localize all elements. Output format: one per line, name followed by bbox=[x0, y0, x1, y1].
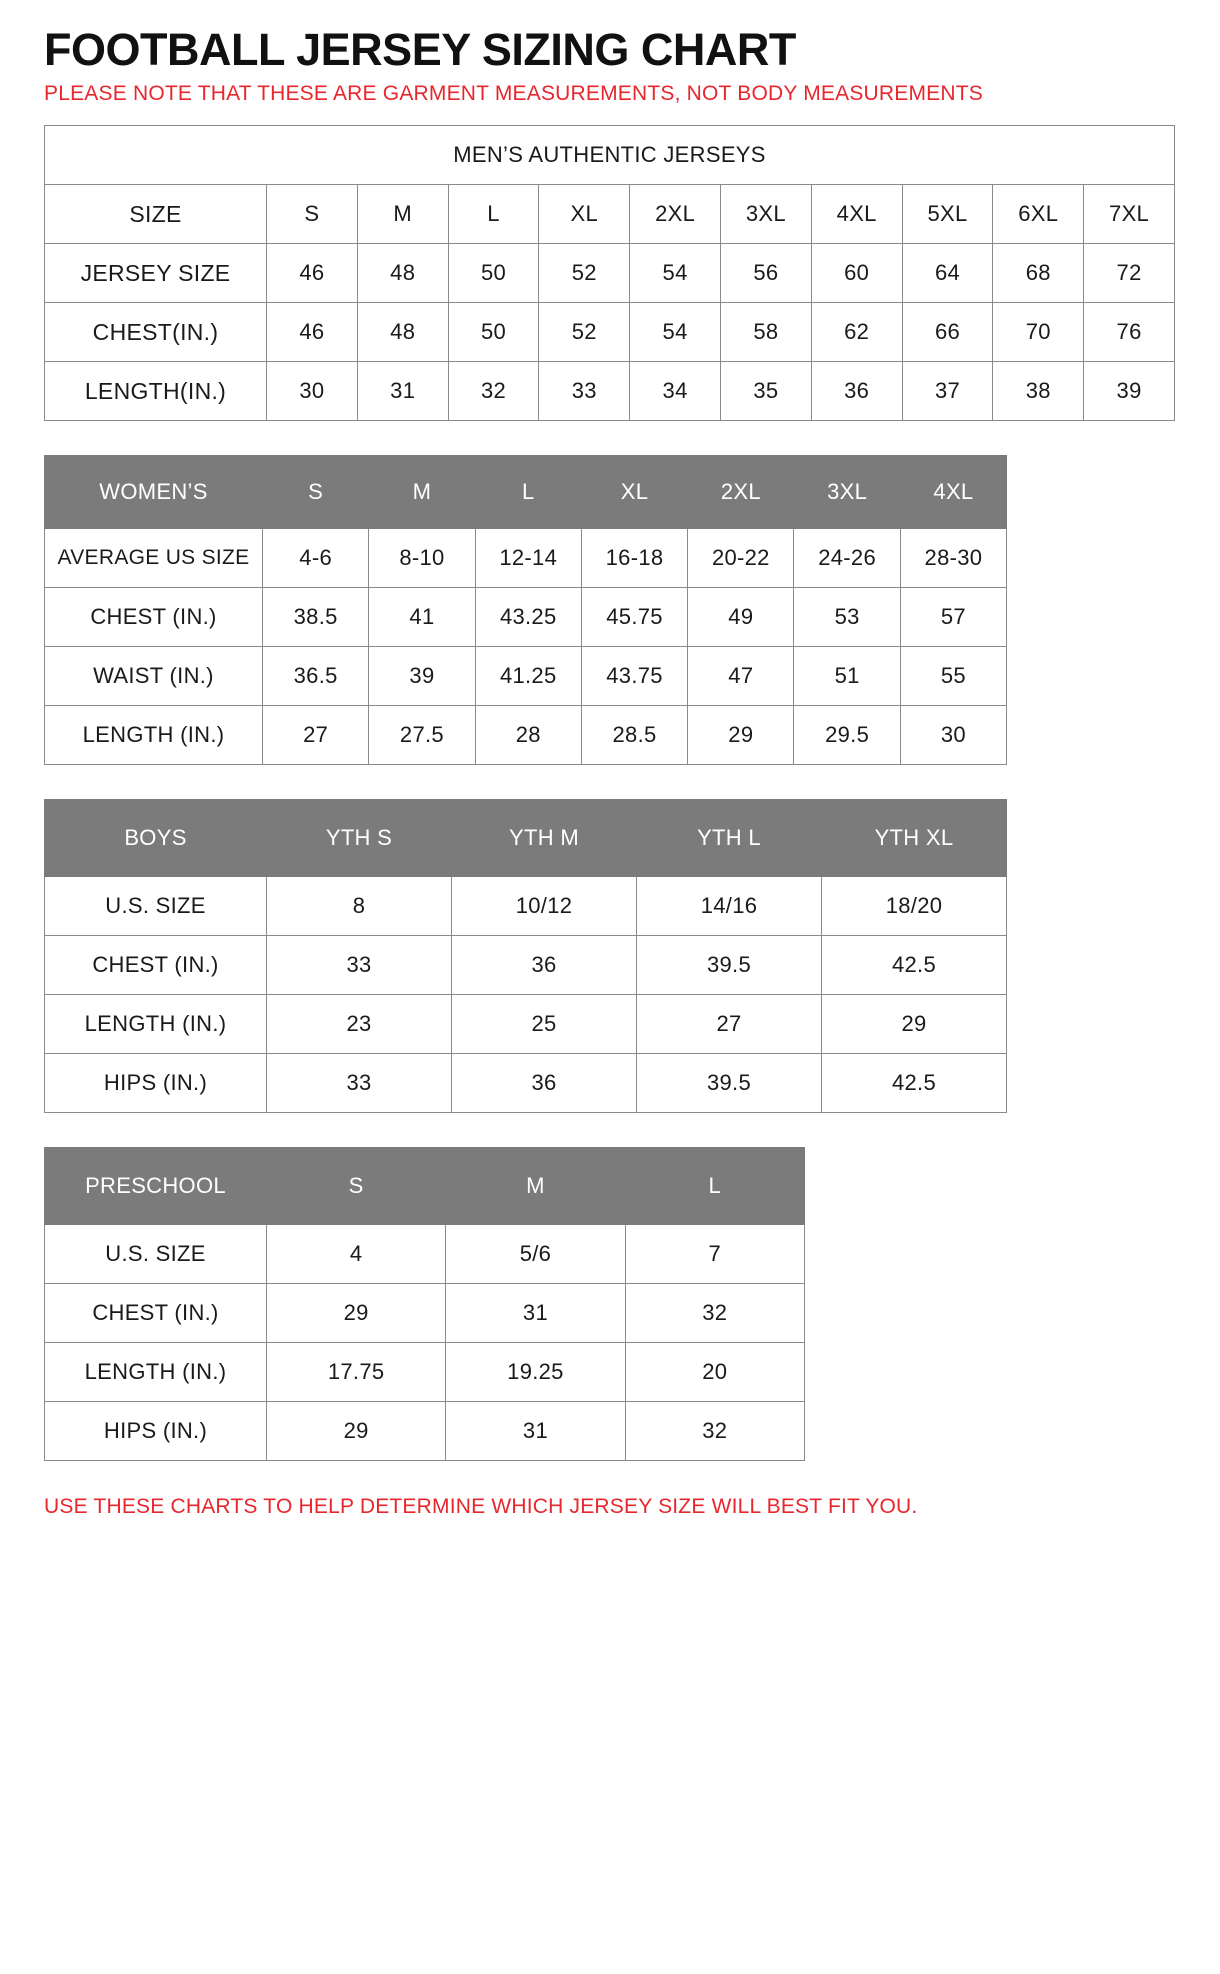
row-label: U.S. SIZE bbox=[45, 877, 267, 936]
cell: 14/16 bbox=[637, 877, 822, 936]
cell: 64 bbox=[902, 244, 993, 303]
column-header: 4XL bbox=[900, 456, 1006, 529]
cell: 30 bbox=[267, 362, 358, 421]
cell: 48 bbox=[357, 303, 448, 362]
cell: 33 bbox=[267, 936, 452, 995]
cell: 43.25 bbox=[475, 588, 581, 647]
table-row bbox=[45, 647, 1007, 706]
table-row bbox=[45, 588, 1007, 647]
cell: 4 bbox=[267, 1225, 446, 1284]
row-label: CHEST (IN.) bbox=[45, 588, 263, 647]
cell: 70 bbox=[993, 303, 1084, 362]
cell: 37 bbox=[902, 362, 993, 421]
cell: 35 bbox=[720, 362, 811, 421]
column-header: L bbox=[625, 1148, 804, 1225]
cell: 68 bbox=[993, 244, 1084, 303]
cell: 32 bbox=[625, 1402, 804, 1461]
cell: L bbox=[448, 185, 539, 244]
row-label: SIZE bbox=[45, 185, 267, 244]
cell: 38 bbox=[993, 362, 1084, 421]
measurement-note: PLEASE NOTE THAT THESE ARE GARMENT MEASUREMENTS, NOT BODY MEASUREMENTS bbox=[44, 81, 983, 105]
cell: 28 bbox=[475, 706, 581, 765]
cell: 28-30 bbox=[900, 529, 1006, 588]
womens-header-row bbox=[45, 456, 1007, 529]
preschool-header-label: PRESCHOOL bbox=[45, 1148, 267, 1225]
cell: 30 bbox=[900, 706, 1006, 765]
row-label: HIPS (IN.) bbox=[45, 1054, 267, 1113]
cell: 62 bbox=[811, 303, 902, 362]
column-header: XL bbox=[581, 456, 687, 529]
column-header: 2XL bbox=[688, 456, 794, 529]
column-header: YTH XL bbox=[822, 800, 1007, 877]
cell: 7 bbox=[625, 1225, 804, 1284]
column-header: S bbox=[267, 1148, 446, 1225]
table-row bbox=[45, 362, 1175, 421]
cell: 51 bbox=[794, 647, 900, 706]
page-title: FOOTBALL JERSEY SIZING CHART bbox=[44, 24, 796, 75]
cell: 27.5 bbox=[369, 706, 475, 765]
cell: 50 bbox=[448, 303, 539, 362]
cell: 4-6 bbox=[263, 529, 369, 588]
cell: 48 bbox=[357, 244, 448, 303]
cell: 72 bbox=[1084, 244, 1175, 303]
cell: 5/6 bbox=[446, 1225, 625, 1284]
womens-sizing-table bbox=[44, 455, 1007, 765]
row-label: CHEST (IN.) bbox=[45, 936, 267, 995]
table-row bbox=[45, 529, 1007, 588]
table-row bbox=[45, 877, 1007, 936]
table-row bbox=[45, 1343, 805, 1402]
cell: 19.25 bbox=[446, 1343, 625, 1402]
cell: 7XL bbox=[1084, 185, 1175, 244]
cell: 52 bbox=[539, 244, 630, 303]
cell: 45.75 bbox=[581, 588, 687, 647]
cell: 38.5 bbox=[263, 588, 369, 647]
cell: 8-10 bbox=[369, 529, 475, 588]
cell: 5XL bbox=[902, 185, 993, 244]
row-label: CHEST(IN.) bbox=[45, 303, 267, 362]
table-row bbox=[45, 1284, 805, 1343]
womens-header-label: WOMEN’S bbox=[45, 456, 263, 529]
cell: 29 bbox=[267, 1402, 446, 1461]
row-label: AVERAGE US SIZE bbox=[45, 529, 263, 588]
cell: 28.5 bbox=[581, 706, 687, 765]
cell: 58 bbox=[720, 303, 811, 362]
cell: 25 bbox=[452, 995, 637, 1054]
cell: 6XL bbox=[993, 185, 1084, 244]
mens-banner-row bbox=[45, 126, 1175, 185]
table-row bbox=[45, 995, 1007, 1054]
table-row bbox=[45, 1402, 805, 1461]
cell: 47 bbox=[688, 647, 794, 706]
cell: 31 bbox=[357, 362, 448, 421]
table-row bbox=[45, 185, 1175, 244]
cell: 32 bbox=[625, 1284, 804, 1343]
cell: 33 bbox=[267, 1054, 452, 1113]
cell: 42.5 bbox=[822, 1054, 1007, 1113]
cell: 49 bbox=[688, 588, 794, 647]
mens-banner: MEN’S AUTHENTIC JERSEYS bbox=[45, 126, 1175, 185]
row-label: LENGTH (IN.) bbox=[45, 1343, 267, 1402]
cell: 29.5 bbox=[794, 706, 900, 765]
cell: 54 bbox=[630, 244, 721, 303]
row-label: HIPS (IN.) bbox=[45, 1402, 267, 1461]
table-row bbox=[45, 1225, 805, 1284]
row-label: JERSEY SIZE bbox=[45, 244, 267, 303]
cell: 50 bbox=[448, 244, 539, 303]
column-header: YTH M bbox=[452, 800, 637, 877]
cell: 52 bbox=[539, 303, 630, 362]
cell: 56 bbox=[720, 244, 811, 303]
mens-sizing-table bbox=[44, 125, 1175, 421]
cell: 46 bbox=[267, 303, 358, 362]
row-label: U.S. SIZE bbox=[45, 1225, 267, 1284]
boys-header-row bbox=[45, 800, 1007, 877]
cell: 2XL bbox=[630, 185, 721, 244]
table-row bbox=[45, 303, 1175, 362]
column-header: YTH S bbox=[267, 800, 452, 877]
row-label: LENGTH (IN.) bbox=[45, 706, 263, 765]
cell: 17.75 bbox=[267, 1343, 446, 1402]
column-header: S bbox=[263, 456, 369, 529]
cell: 29 bbox=[688, 706, 794, 765]
cell: 27 bbox=[637, 995, 822, 1054]
preschool-sizing-table bbox=[44, 1147, 805, 1461]
cell: 39 bbox=[1084, 362, 1175, 421]
table-row bbox=[45, 1054, 1007, 1113]
boys-header-label: BOYS bbox=[45, 800, 267, 877]
cell: 76 bbox=[1084, 303, 1175, 362]
cell: 4XL bbox=[811, 185, 902, 244]
cell: 12-14 bbox=[475, 529, 581, 588]
row-label: WAIST (IN.) bbox=[45, 647, 263, 706]
cell: 36 bbox=[452, 936, 637, 995]
column-header: M bbox=[446, 1148, 625, 1225]
cell: 60 bbox=[811, 244, 902, 303]
table-row bbox=[45, 244, 1175, 303]
cell: 27 bbox=[263, 706, 369, 765]
cell: 39 bbox=[369, 647, 475, 706]
column-header: 3XL bbox=[794, 456, 900, 529]
cell: 24-26 bbox=[794, 529, 900, 588]
cell: XL bbox=[539, 185, 630, 244]
cell: S bbox=[267, 185, 358, 244]
cell: 32 bbox=[448, 362, 539, 421]
cell: 10/12 bbox=[452, 877, 637, 936]
cell: 34 bbox=[630, 362, 721, 421]
cell: 8 bbox=[267, 877, 452, 936]
column-header: YTH L bbox=[637, 800, 822, 877]
cell: 20-22 bbox=[688, 529, 794, 588]
table-row bbox=[45, 706, 1007, 765]
column-header: M bbox=[369, 456, 475, 529]
cell: 16-18 bbox=[581, 529, 687, 588]
cell: 18/20 bbox=[822, 877, 1007, 936]
cell: 41.25 bbox=[475, 647, 581, 706]
cell: 42.5 bbox=[822, 936, 1007, 995]
cell: 41 bbox=[369, 588, 475, 647]
preschool-header-row bbox=[45, 1148, 805, 1225]
cell: 54 bbox=[630, 303, 721, 362]
cell: 46 bbox=[267, 244, 358, 303]
row-label: LENGTH (IN.) bbox=[45, 995, 267, 1054]
cell: 53 bbox=[794, 588, 900, 647]
cell: 36 bbox=[811, 362, 902, 421]
cell: 20 bbox=[625, 1343, 804, 1402]
cell: 39.5 bbox=[637, 1054, 822, 1113]
cell: 57 bbox=[900, 588, 1006, 647]
boys-sizing-table bbox=[44, 799, 1007, 1113]
cell: 29 bbox=[267, 1284, 446, 1343]
cell: 55 bbox=[900, 647, 1006, 706]
cell: 36 bbox=[452, 1054, 637, 1113]
column-header: L bbox=[475, 456, 581, 529]
cell: 33 bbox=[539, 362, 630, 421]
cell: 29 bbox=[822, 995, 1007, 1054]
row-label: CHEST (IN.) bbox=[45, 1284, 267, 1343]
row-label: LENGTH(IN.) bbox=[45, 362, 267, 421]
cell: 66 bbox=[902, 303, 993, 362]
footer-note: USE THESE CHARTS TO HELP DETERMINE WHICH JERSEY SIZE WILL BEST FIT YOU. bbox=[44, 1495, 918, 1519]
cell: 31 bbox=[446, 1284, 625, 1343]
cell: 36.5 bbox=[263, 647, 369, 706]
cell: 43.75 bbox=[581, 647, 687, 706]
cell: 3XL bbox=[720, 185, 811, 244]
cell: 31 bbox=[446, 1402, 625, 1461]
cell: M bbox=[357, 185, 448, 244]
cell: 39.5 bbox=[637, 936, 822, 995]
cell: 23 bbox=[267, 995, 452, 1054]
table-row bbox=[45, 936, 1007, 995]
